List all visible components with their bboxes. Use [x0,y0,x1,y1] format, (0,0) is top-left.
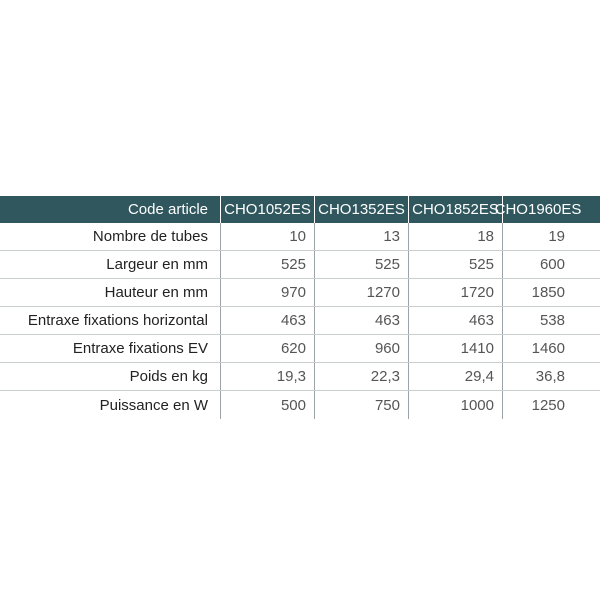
table-cell: 463 [315,307,409,334]
table-row [0,335,600,363]
header-code-1: CHO1052ES [221,196,315,223]
table-cell: 463 [221,307,315,334]
row-label: Largeur en mm [0,251,221,278]
table-cell: 36,8 [535,368,565,385]
table-cell: 970 [221,279,315,306]
table-row [0,279,600,307]
table-cell: 10 [221,223,315,250]
row-label: Puissance en W [0,391,221,419]
table-cell: 463 [409,307,503,334]
table-cell: 1850 [531,284,565,301]
row-label: Entraxe fixations horizontal [0,307,221,334]
table-cell: 538 [539,312,565,329]
table-cell: 960 [315,335,409,362]
table-row [0,307,600,335]
table-cell: 1720 [409,279,503,306]
table-cell: 1000 [409,391,503,419]
table-cell: 750 [315,391,409,419]
table-cell: 1270 [315,279,409,306]
table-cell: 525 [409,251,503,278]
table-cell: 1410 [409,335,503,362]
header-code-2: CHO1352ES [315,196,409,223]
header-code-4: CHO1960ES [494,201,582,218]
table-row [0,251,600,279]
header-label: Code article [0,196,221,223]
row-label: Hauteur en mm [0,279,221,306]
table-cell: 29,4 [409,363,503,390]
table-cell: 22,3 [315,363,409,390]
table-cell: 18 [409,223,503,250]
table-row [0,363,600,391]
table-cell: 19,3 [221,363,315,390]
table-cell: 525 [315,251,409,278]
table-cell: 1250 [531,396,565,414]
table-cell: 19 [548,228,565,245]
table-cell: 620 [221,335,315,362]
header-code-3: CHO1852ES [409,196,503,223]
table-row [0,223,600,251]
table-cell: 500 [221,391,315,419]
spec-table [0,196,600,419]
table-header-row [0,196,600,223]
row-label: Poids en kg [0,363,221,390]
table-cell: 13 [315,223,409,250]
table-cell: 600 [539,256,565,273]
table-cell: 525 [221,251,315,278]
row-label: Entraxe fixations EV [0,335,221,362]
table-row [0,391,600,419]
table-cell: 1460 [531,340,565,357]
row-label: Nombre de tubes [0,223,221,250]
